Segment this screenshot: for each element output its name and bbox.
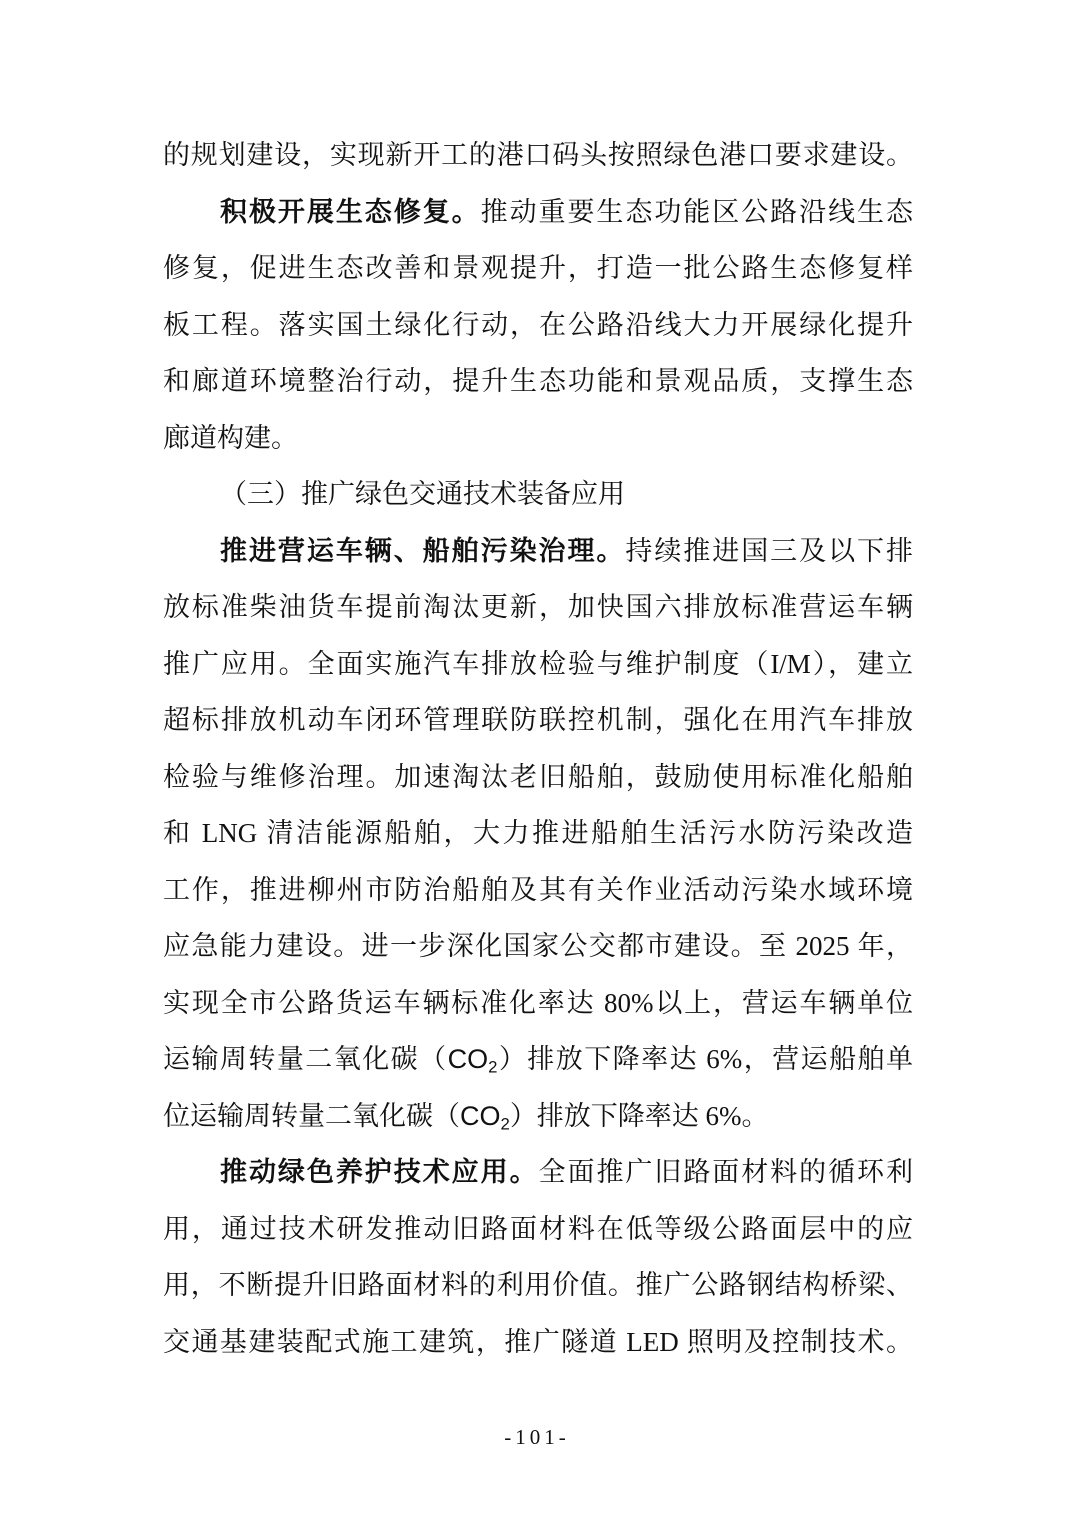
paragraph-line: 放标准柴油货车提前淘汰更新，加快国六排放标准营运车辆 bbox=[163, 592, 913, 622]
paragraph-line: 廊道构建。 bbox=[163, 422, 298, 453]
lead-heading: 积极开展生态修复。 bbox=[220, 196, 481, 227]
line-text: 运输周转量二氧化碳（ bbox=[163, 1044, 448, 1074]
line-text: 持续推进国三及以下排 bbox=[625, 535, 913, 566]
paragraph-line bbox=[163, 184, 913, 241]
paragraph-line: 用，不断提升旧路面材料的利用价值。推广公路钢结构桥梁、 bbox=[163, 1270, 913, 1300]
page-number: -101- bbox=[504, 1425, 570, 1449]
document-body bbox=[163, 127, 913, 1370]
chem-formula bbox=[460, 1100, 510, 1134]
line-text: 推动重要生态功能区公路沿线生态 bbox=[480, 196, 914, 227]
paragraph-line bbox=[163, 523, 913, 580]
paragraph-line: 和廊道环境整治行动，提升生态功能和景观品质，支撑生态 bbox=[163, 366, 913, 396]
subscript: 2 bbox=[488, 1057, 498, 1077]
paragraph-line bbox=[163, 1088, 913, 1145]
paragraph-line: 应急能力建设。进一步深化国家公交都市建设。至 2025 年， bbox=[163, 931, 913, 961]
paragraph-line: 检验与维修治理。加速淘汰老旧船舶，鼓励使用标准化船舶 bbox=[163, 761, 913, 792]
paragraph-line: 交通基建装配式施工建筑，推广隧道 LED 照明及控制技术。 bbox=[163, 1326, 913, 1357]
paragraph-line: 和 LNG 清洁能源船舶，大力推进船舶生活污水防污染改造 bbox=[163, 818, 913, 848]
line-text: 位运输周转量二氧化碳（ bbox=[163, 1100, 460, 1131]
paragraph-line: 板工程。落实国土绿化行动，在公路沿线大力开展绿化提升 bbox=[163, 309, 913, 340]
chem-formula bbox=[447, 1044, 498, 1077]
paragraph bbox=[163, 523, 913, 1145]
paragraph-line: 超标排放机动车闭环管理联防联控机制，强化在用汽车排放 bbox=[163, 705, 913, 735]
section-heading: （三）推广绿色交通技术装备应用 bbox=[220, 479, 625, 509]
lead-heading: 推动绿色养护技术应用。 bbox=[220, 1157, 539, 1187]
line-text: ）排放下降率达 6%，营运船舶单 bbox=[497, 1044, 913, 1074]
paragraph-line bbox=[163, 1031, 913, 1088]
chem-symbol: CO bbox=[460, 1100, 501, 1131]
paragraph bbox=[163, 127, 913, 184]
paragraph-line: 工作，推进柳州市防治船舶及其有关作业活动污染水域环境 bbox=[163, 874, 913, 905]
paragraph-line: 实现全市公路货运车辆标准化率达 80%以上，营运车辆单位 bbox=[163, 987, 913, 1018]
paragraph-line bbox=[163, 1144, 913, 1201]
paragraph-line: 推广应用。全面实施汽车排放检验与维护制度（I/M），建立 bbox=[163, 648, 913, 679]
paragraph-line: 用，通过技术研发推动旧路面材料在低等级公路面层中的应 bbox=[163, 1213, 913, 1244]
chem-symbol: CO bbox=[447, 1044, 489, 1074]
paragraph bbox=[163, 184, 913, 467]
line-text: ）排放下降率达 6%。 bbox=[509, 1100, 769, 1131]
line-text: 全面推广旧路面材料的循环利 bbox=[538, 1157, 914, 1187]
paragraph-line: 修复，促进生态改善和景观提升，打造一批公路生态修复样 bbox=[163, 253, 913, 283]
lead-heading: 推进营运车辆、船舶污染治理。 bbox=[220, 535, 626, 566]
paragraph bbox=[163, 1144, 913, 1370]
paragraph-line: 的规划建设，实现新开工的港口码头按照绿色港口要求建设。 bbox=[163, 140, 913, 170]
subscript: 2 bbox=[500, 1114, 510, 1134]
